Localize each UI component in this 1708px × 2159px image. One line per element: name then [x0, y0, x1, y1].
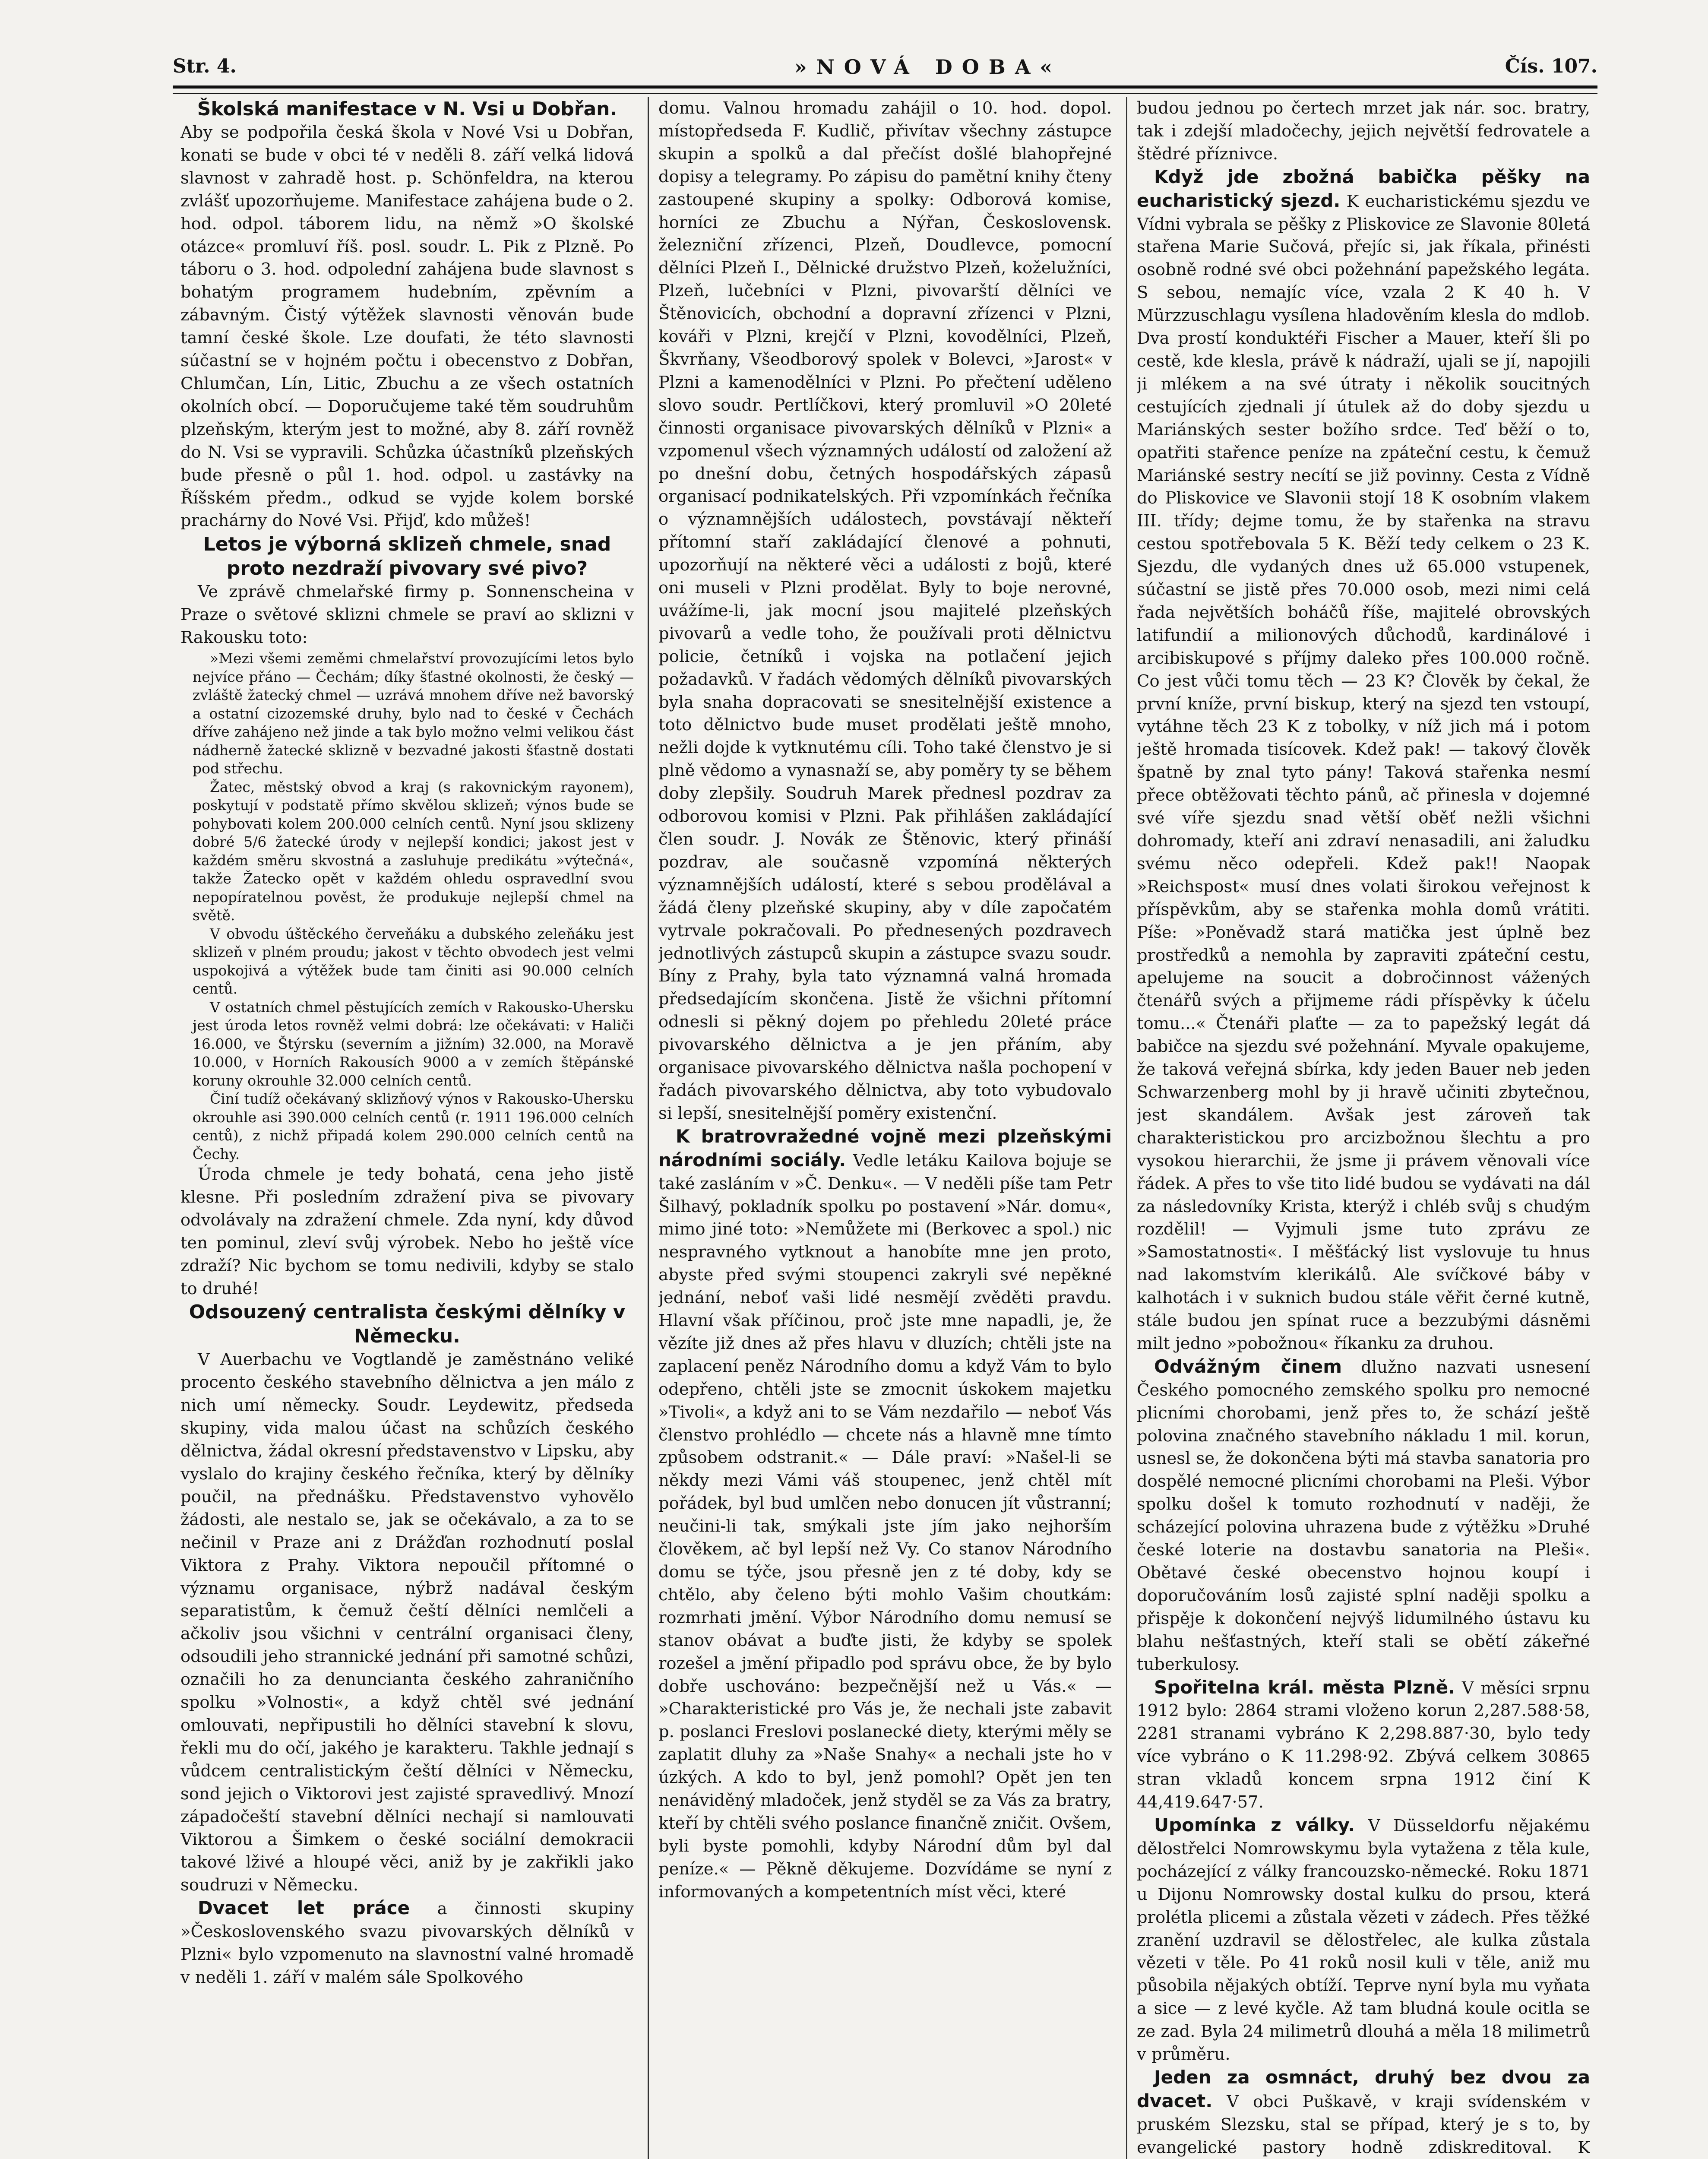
column-divider	[1126, 97, 1127, 2159]
article-heading-inline: Odvážným činem	[1154, 1355, 1342, 1377]
page-header	[173, 55, 1597, 85]
article-body	[1137, 1355, 1590, 1676]
article-heading-inline: Upomínka z války.	[1154, 1814, 1355, 1836]
issue-number: Čís. 107.	[1505, 55, 1597, 77]
column-2	[658, 97, 1112, 2159]
article-body	[1137, 1676, 1590, 1814]
article-body	[1137, 166, 1590, 1355]
article-body	[1137, 1814, 1590, 2066]
column-3	[1137, 97, 1590, 2159]
article-body: budou jednou po čertech mrzet jak nár. soc. bratry, tak i zdejší mladočechy, jejich největší fedrovatele a štědré příznivce.	[1137, 98, 1590, 164]
column-1	[180, 97, 634, 2159]
article-text: K eucharistickému sjezdu ve Vídni vybrala se pěšky z Pliskovice ze Slavonie 80letá stařena Marie Sučová, přejíc si, jak říkala, přinésti osobně rodné své obci požehnání papežského legáta. S sebou, nemajíc více, vzala 2 K 40 h. V Mürzzuschlagu vysílena hladověním klesla do mdlob. Dva prostí konduktéři Fischer a Mauer, kteří šli po cestě, kde klesla, právě k nádraží, ujali se jí, napojili ji mlékem a na své útraty i několik soucitných cestujících zjednali jí útulek až do doby sjezdu u Mariánských sester božího srdce. Teď běží o to, opatřiti stařence peníze na zpáteční cestu, k čemuž Mariánské sestry necítí se již povinny. Cesta z Vídně do Pliskovice ve Slavonii stojí 18 K osobním vlakem III. třídy; dejme tomu, že by stařenka na stravu cestou spotřebovala 5 K. Běží tedy celkem o 23 K. Sjezdu, dle vydaných dnes už 65.000 vstupenek, súčastní se jistě přes 70.000 osob, mezi nimi celá řada největších boháčů říše, majitelé obrovských latifundií a milionových důchodů, kardinálové i arcibiskupové s příjmy daleko přes 100.000 ročně. Co jest vůči tomu těch — 23 K? Člověk by čekal, že první kníže, první biskup, který na sjezd ten vstoupí, vytáhne těch 23 K z tobolky, v níž jich má i potom ještě hromada tisícovek. Kdež pak! — takový člověk špatně by znal tyto pány! Taková stařenka nesmí přece obtěžovati těchto pánů, ač přinesla v dojemné své víře sjezdu snad větší oběť nežli všichni dohromady, kteří ani zdraví nenasadili, ani žaludku svému něco odepřeli. Kdež pak!! Naopak »Reichspost« musí dnes volati širokou veřejnost k příspěvkům, aby se stařenka mohla domů vrátiti. Píše: »Poněvadž stará matička jest úplně bez prostředků a nemohla by zapraviti zpáteční cestu, apelujeme na soucit a dobročinnost vážených čtenářů svých a přijmeme rádi příspěvky k účelu tomu...« Čtenáři plaťte — za to papežský legát dá babičce na sjezdu své požehnání. Myvale opakujeme, že taková veřejná sbírka, kdy jeden Bauer neb jeden Schwarzenberg mohl by ji hravě učiniti zbytečnou, jest skandálem. Avšak jest zároveň tak charakteristickou pro arcizbožnou šlechtu a pro vysokou hierarchii, že jsme ji právem věnovali více řádek. A přes to vše tito lidé budou se vydávati na dál za následovníky Krista, kterýž i chléb svůj s chudým rozdělil! — Vyjmuli jsme tuto zprávu ze »Samostatnosti«. I měšťácký list vyslovuje tu hnus nad lakomstvím klerikálů. Ale svíčkové báby v kalhotách i v suknich budou stále věřit černé kutně, stále budou jen spínat ruce a bezzubými dásněmi milt jedno »pobožnou« říkanku za druhou.	[1137, 191, 1590, 1353]
article-body: Aby se podpořila česká škola v Nové Vsi u Dobřan, konati se bude v obci té v neděli 8. září velká lidová slavnost v zahradě host. p. Schönfeldra, na kterou zvlášť upozorňujeme. Manifestace zahájena bude o 2. hod. odpol. táborem lidu, na němž »O školské otázce« promluví říš. posl. soudr. L. Pik z Plzně. Po táboru o 3. hod. odpolední zahájena bude slavnost s bohatým programem hudebním, zpěvním a zábavným. Čistý výtěžek slavnosti věnován bude tamní české škole. Lze doufati, že této slavnosti súčastní se v hojném počtu i obecenstvo z Dobřan, Chlumčan, Lín, Litic, Zbuchu a ze všech ostatních okolních obcí. — Doporučujeme také těm soudruhům plzeňským, kterým jest to možné, aby 8. září rovněž do N. Vsi se vypravili. Schůzka účastníků plzeňských bude přesně o půl 1. hod. odpol. u zastávky na Říšském předm., odkud se vyjde kolem borské prachárny do Nové Vsi. Přijď, kdo můžeš!	[180, 123, 634, 531]
article-heading-inline: Dvacet let práce	[198, 1897, 410, 1919]
article-body: domu. Valnou hromadu zahájil o 10. hod. dopol. místopředseda F. Kudlič, přivítav všechny zástupce skupin a spolků a dal přečíst došlé blahopřejné dopisy a telegramy. Po zápisu do pamětní knihy čteny zastoupené skupiny a spolky: Odborová komise, horníci ze Zbuchu a Nýřan, Československ. železniční zřízenci, Plzeň, Doudlevce, pomocní dělníci Plzeň I., Dělnické družstvo Plzeň, koželužníci, Plzeň, lučebníci v Plzni, pivovarští dělníci ve Štěnovicích, obchodní a dopravní zřízenci v Plzni, kováři v Plzni, krejčí v Plzni, kovodělníci, Plzeň, Škvrňany, Všeodborový spolek v Bolevci, »Jarost« v Plzni a kamenodělníci v Plzni. Po přečtení uděleno slovo soudr. Pertlíčkovi, který promluvil »O 20leté činnosti organisace pivovarských dělníků v Plzni« a vzpomenul všech významných událostí od založení až po dnešní dobu, četných hospodářských zápasů organisací podnikatelských. Při vzpomínkách řečníka o významnějších událostech, povstávají někteří přítomní staří zakládající členové a pohnuti, upozorňují na některé věci a události z bojů, které oni museli v Plzni prodělat. Byly to boje nerovné, uvážíme-li, jak mocní jsou majitelé plzeňských pivovarů a vedle toho, že používali proti dělnictvu policie, četníků i vojska na potlačení jejich požadavků. V řadách vědomých dělníků pivovarských byla snaha dopracovati se snesitelnější existence a toto dělnictvo bude muset prodělati ještě mnoho, nežli dojde k vytknutému cíli. Toho také členstvo je si plně vědomo a vynasnaží se, aby poměry ty se během doby zlepšily. Soudruh Marek přednesl pozdrav za odborovou komisi v Plzni. Pak přihlášen zakládající člen soudr. J. Novák ze Štěnovic, který přináší pozdrav, ale současně vzpomíná některých významnějších událostí, které s sebou prodělával a žádá členy plzeňské skupiny, aby v díle započatém vytrvale pokračovali. Po přednesených pozdravech jednotlivých zástupců skupin a zástupce svazu soudr. Bíny z Prahy, byla tato významná valná hromada předsedajícím skončena. Jistě že všichni přítomní odnesli si pěkný dojem po přehledu 20leté práce pivovarského dělnictva a je jen přáním, aby organisace pivovarského dělnictva našla pochopení v řadách pivovarského dělnictva, aby toto vybudovalo si lepší, snesitelnější poměry existenční.	[658, 98, 1112, 1123]
quoted-report	[193, 649, 634, 1163]
quote-paragraph: Žatec, městský obvod a kraj (s rakovnickým rayonem), poskytují v podstatě přímo skvělou sklizeň; výnos bude se pohybovati kolem 200.000 celních centů. Nyní jsou sklizeny dobré 5/6 žatecké úrody v nejlepší kondici; jakost jest v každém směru skvostná a zasluhuje predikátu »výtečná«, takže Žatecko opět v každém ohledu ospravedlní svou nepopíratelnou pověst, že produkuje nejlepší chmel na světě.	[193, 778, 634, 924]
article-heading: Letos je výborná sklizeň chmele, snad proto nezdraží pivovary své pivo?	[203, 533, 611, 580]
article-text: V měsíci srpnu 1912 bylo: 2864 strami vloženo korun 2,287.588·58, 2281 stranami vybráno K 2,298.887·30, bylo tedy více vybráno o K 11.298·92. Zbývá celkem 30865 stran vkladů koncem srpna 1912 činí K 44,419.647·57.	[1137, 1678, 1590, 1812]
article-body: V Auerbachu ve Vogtlandě je zaměstnáno veliké procento českého stavebního dělnictva a jen málo z nich umí německy. Soudr. Leydewitz, předseda skupiny, vida malou účast na schůzích českého dělnictva, žádal okresní představenstvo v Lipsku, aby vyslalo do krajiny českého řečníka, který by dělníky poučil, na přednášku. Představenstvo vyhovělo žádosti, ale nestalo se, jak se očekávalo, a za to se nečinil v Praze ani z Drážďan rozhodnutí poslal Viktora z Prahy. Viktora nepoučil přítomné o významu organisace, nýbrž nadával českým separatistům, k čemuž čeští dělníci nemlčeli a ačkoliv jsou všichni v centrální organisaci členy, odsoudili jeho strannické jednání při samotné schůzi, označili ho za denuncianta českého zahraničního spolku »Volnosti«, a když chtěl své jednání omlouvati, nepřipustili ho dělníci stavební k slovu, řekli mu do očí, jakého je karakteru. Takhle jednají s vůdcem centralistickým čeští dělníci v Německu, sond jejich o Viktorovi jest zajisté spravedlivý. Mnozí západočeští stavební dělníci nechají si namlouvati Viktorou a Šimkem o české sociální demokracii takové lživé a hloupé věci, aniž by je zakřikli jako soudruzi v Německu.	[180, 1350, 634, 1895]
article-heading-inline: Spořitelna král. města Plzně.	[1154, 1676, 1455, 1698]
quote-paragraph: V ostatních chmel pěstujících zemích v Rakousko-Uhersku jest úroda letos rovněž velmi dobrá: lze očekávati: v Haliči 16.000, ve Štýrsku (severním a jižním) 32.000, na Moravě 10.000, v Horních Rakousích 9000 a v zemích štěpánské koruny okrouhle 32.000 celních centů.	[193, 998, 634, 1089]
article-text: V obci Puškavě, v kraji svídenském v pruském Slezsku, stal se případ, který je s to, by evangelické pastory hodně zdiskreditoval. K	[1137, 2092, 1590, 2157]
article-heading-inline: Jeden za osmnáct, druhý bez dvou za dvacet.	[1137, 2066, 1590, 2112]
article-body	[180, 1897, 634, 1989]
article-body	[658, 1125, 1112, 1904]
column-divider	[648, 97, 649, 2159]
article-body	[1137, 2066, 1590, 2159]
quote-paragraph: »Mezi všemi zeměmi chmelařství provozujícími letos bylo nejvíce přáno — Čechám; díky šťastné okolnosti, že český — zvláště žatecký chmel — uzrává mnohem dříve než bavorský a ostatní cizozemské druhy, bylo nad to české v Čechách dříve zahájeno než jinde a tak bylo možno velmi velikou část nádherně žatecké sklizně v bezvadné jakosti šťastně dostati pod střechu.	[193, 650, 634, 777]
article-text: Vedle letáku Kailova bojuje se také zasláním v »Č. Denku«. — V neděli píše tam Petr Šilhavý, pokladník spolku po postavení »Nár. domu«, mimo jiné toto: »Nemůžete mi (Berkovec a spol.) nic nespravného vytknout a hanobíte mne jen proto, abyste před svými stoupenci zakryli své nepěkné jednání, neboť vaši lidé nesmějí zvěděti pravdu. Hlavní však příčinou, proč jste mne napadli, je, že vězíte již dnes až přes hlavu v dluzích; chtěli jste na zaplacení peněz Národního domu a když Vám to bylo odepřeno, chtěli jste se zmocnit úskokem majetku »Tivoli«, a když ani to se Vám nezdařilo — neboť Vás členstvo prohlédlo — chcete nás a hlavně mne tímto způsobem odstranit.« — Dále praví: »Našel-li se někdy mezi Vámi váš stoupenec, jenž chtěl mít pořádek, byl bud umlčen nebo donucen jít vůstranní; neučini-li tak, smýkali jste jím jako nejhorším člověkem, ač byl lepší než Vy. Co stanov Národního domu se týče, jsou přesně jen z té doby, kdy se chtělo, aby čelenо býti mohlo Vašim choutkám: rozmrhati jmění. Výbor Národního domu nemusí se stanov obávat a buďte jisti, že kdyby se spolek rozešel a jmění připadlo pod správu obce, že by bylo dobře uschováno: bezpečnější než u Vás.« — »Charakteristické pro Vás je, že nechali jste zabavit p. poslanci Freslovi poslanecké diety, kterými měly se zaplatit dluhy za »Naše Snahy« a nechali jste ho v úzkých. A kdo to byl, jenž pomohl? Opět jen ten nenáviděný mladoček, jenž styděl se za Vás za bratry, kteří by chtěli svého poslance finančně zničit. Ovšem, byli byste pomohli, kdyby Národní dům byl dal peníze.« — Pěkně děkujeme. Dozvídáme se nyní z informovaných a kompetentních míst věci, které	[658, 1151, 1112, 1902]
quote-paragraph: V obvodu úštěckého červeňáku a dubského zeleňáku jest sklizeň v plném proudu; jakost v těchto obvodech jest velmi uspokojivá a výtěžek bude tam činiti asi 90.000 celních centů.	[193, 925, 634, 997]
article-body: Ve zprávě chmelařské firmy p. Sonnenscheina v Praze o světové sklizni chmele se praví ao sklizni v Rakousku toto:	[180, 582, 634, 648]
newspaper-title: »NOVÁ DOBA«	[794, 55, 1062, 79]
article-text: dlužno nazvati usnesení Českého pomocného zemského spolku pro nemocné plicními chorobami, jenž přes to, že schází ještě polovina značného stavebního nákladu 1 mil. korun, usnesl se, že dokončena býti má stavba sanatoria pro dospělé nemocné plicními chorobami na Pleši. Výbor spolku došel k tomuto rozhodnutí v naději, že scházející polovina uhrazena bude z výtěžku »Druhé české loterie na dostavbu sanatoria na Pleši«. Obětavé české obecenstvo hojnou koupí i doporučováním losů zajisté splní naději spolku a přispěje k dokončení nejvýš lidumilného ústavu ku blahu nešťastných, kteří stali se obětí zákeřné tuberkulosy.	[1137, 1357, 1590, 1674]
page-number: Str. 4.	[173, 55, 237, 77]
article-heading-inline: K bratrovražedné vojně mezi plzeňskými národními sociály.	[658, 1125, 1112, 1171]
quote-paragraph: Činí tudíž očekávaný sklizňový výnos v Rakousko-Uhersku okrouhle asi 390.000 celních centů (r. 1911 196.000 celních centů), z nichž připadá kolem 290.000 celních centů na Čechy.	[193, 1090, 634, 1162]
header-rule	[173, 85, 1597, 94]
article-heading-inline: Když jde zbožná babička pěšky na eucharistický sjezd.	[1137, 166, 1590, 211]
article-text: V Düsseldorfu nějakému dělostřelci Nomrowskymu byla vytažena z těla kule, pocházející z války francouzsko-německé. Roku 1871 u Dijonu Nomrowsky dostal kulku do prsou, která prolétla plicemi a zůstala vězeti v zádech. Přes těžké zranění uzdravil se dělostřelec, ale kulka zůstala vězeti v těle. Po 41 roků nosil kuli v těle, aniž mu působila nějakých obtíží. Teprve nyní byla mu vyňata a sice — z levé kyčle. Až tam bludná koule ocitla se ze zad. Byla 24 milimetrů dlouhá a měla 18 milimetrů v průměru.	[1137, 1816, 1590, 2064]
article-body: Úroda chmele je tedy bohatá, cena jeho jistě klesne. Při posledním zdražení piva se pivovary odvolávaly na zdražení chmele. Zda nyní, kdy důvod ten pominul, zleví svůj výrobek. Nebo ho ještě více zdraží? Nic bychom se tomu nedivili, kdyby se stalo to druhé!	[180, 1165, 634, 1298]
article-text: a činnosti skupiny »Československého svazu pivovarských dělníků v Plzni« bylo vzpomenuto na slavnostní valné hromadě v neděli 1. září v malém sále Spolkového	[180, 1899, 634, 1987]
article-heading: Odsouzený centralista českými dělníky v Německu.	[189, 1301, 626, 1348]
article-heading: Školská manifestace v N. Vsi u Dobřan.	[197, 98, 617, 120]
